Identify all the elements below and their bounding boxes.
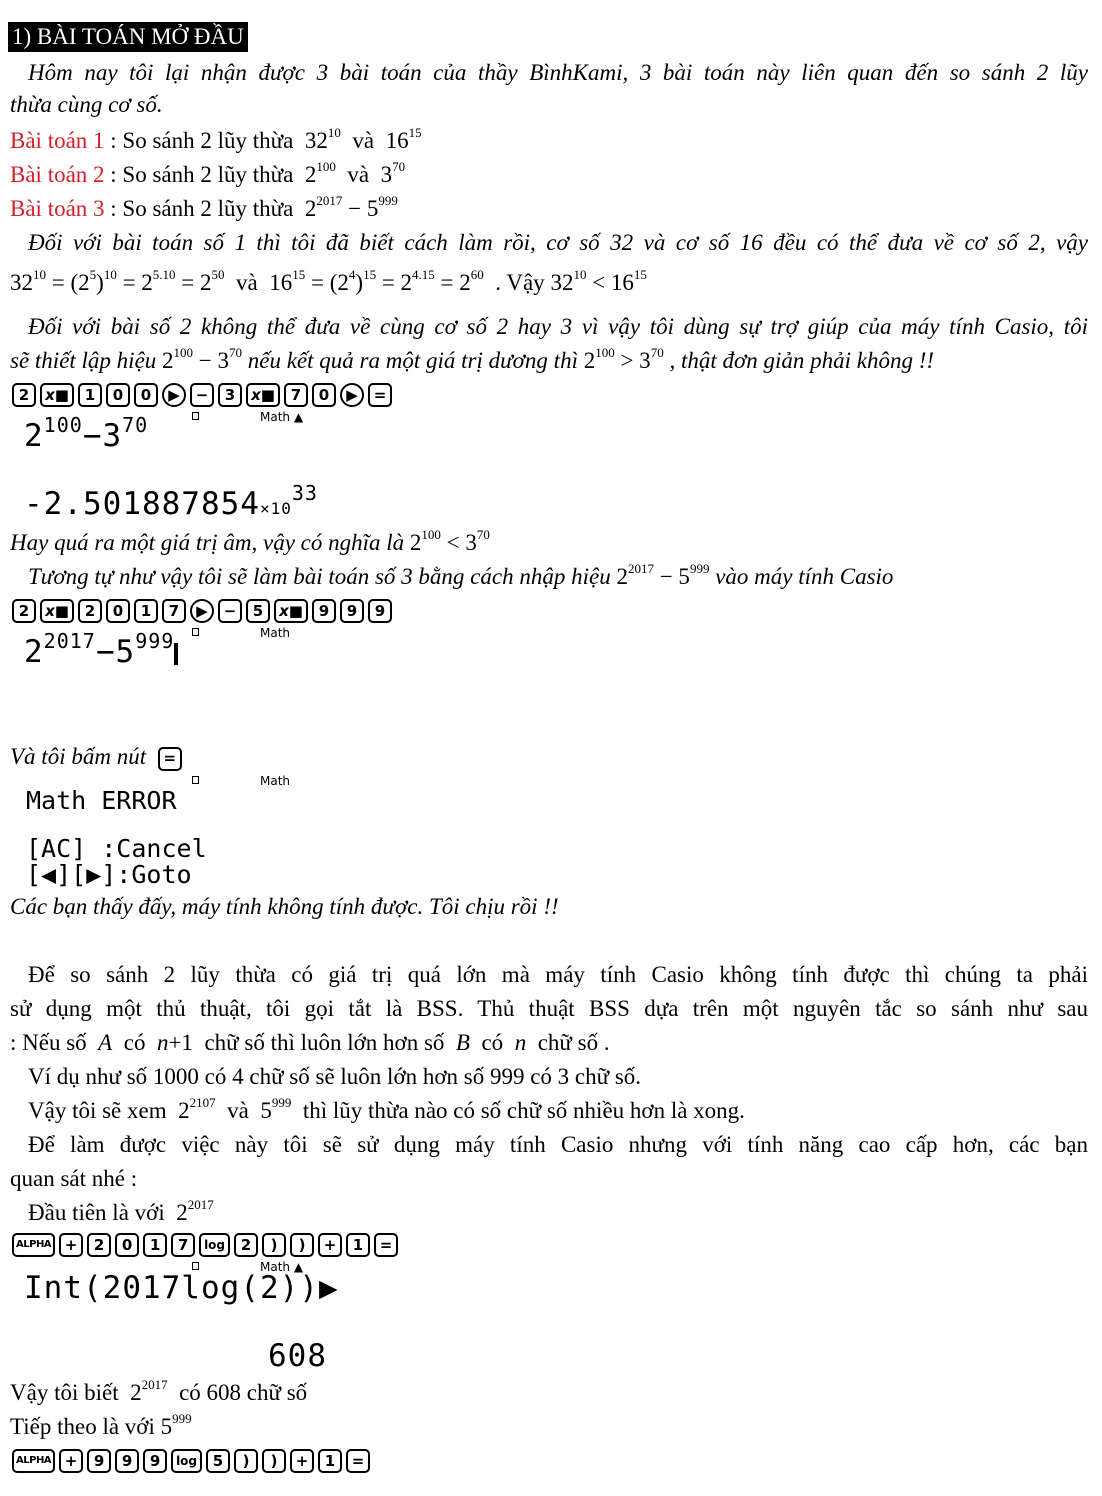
p1-line-1: Đối với bài toán số 1 thì tôi đã biết cách làm rồi, cơ số 32 và cơ số 16 đều có thể đưa về cơ số 2, vậy xyxy=(28,230,1088,255)
key-sequence-3 xyxy=(12,1232,398,1258)
key-plus[interactable]: + xyxy=(290,1449,314,1473)
intro-line-1: Hôm nay tôi lại nhận được 3 bài toán của thầy BìnhKami, 3 bài toán này liên quan đến so sánh 2 lũy xyxy=(28,60,1088,85)
p5-line-1: Các bạn thấy đấy, máy tính không tính được. Tôi chịu rồi !! xyxy=(10,894,559,919)
p10-line-1: Đầu tiên là với $2^{2017}$ xyxy=(28,1197,214,1225)
key-right-arrow[interactable]: ▶ xyxy=(340,383,364,407)
key-7[interactable]: 7 xyxy=(284,383,308,407)
key-close-paren[interactable]: ) xyxy=(262,1233,286,1257)
math-mode-indicator: Math ▲ xyxy=(260,1260,304,1274)
key-5[interactable]: 5 xyxy=(246,599,270,623)
p8-line-1: Vậy tôi sẽ xem $2^{2107}$ và $5^{999}$ thì lũy thừa nào có số chữ số nhiều hơn là xong. xyxy=(28,1095,745,1123)
problem-2: Bài toán 2 : So sánh 2 lũy thừa $2^{100}$ và $3^{70}$ xyxy=(10,159,406,187)
intro-line-2: thừa cùng cơ số. xyxy=(10,92,163,117)
p7-line-1: Ví dụ như số 1000 có 4 chữ số sẽ luôn lớn hơn số 999 có 3 chữ số. xyxy=(28,1064,642,1089)
key-power[interactable]: x■ xyxy=(40,383,74,407)
key-power[interactable]: x■ xyxy=(40,599,74,623)
calc-result-4: 608 xyxy=(268,1338,327,1374)
p12-line-1: Tiếp theo là với $5^{999}$ xyxy=(10,1411,192,1439)
key-1[interactable]: 1 xyxy=(134,599,158,623)
display-indicator-icon xyxy=(192,776,199,784)
key-right-arrow[interactable]: ▶ xyxy=(162,383,186,407)
key-equals[interactable]: = xyxy=(368,383,392,407)
key-right-arrow[interactable]: ▶ xyxy=(190,599,214,623)
math-mode-indicator: Math ▲ xyxy=(260,410,304,424)
key-7[interactable]: 7 xyxy=(171,1233,195,1257)
p2-line-1: Đối với bài số 2 không thể đưa về cùng cơ số 2 hay 3 vì vậy tôi dùng sự trợ giúp của máy tính Casio, tôi xyxy=(28,314,1088,339)
calc-error-option-cancel: [AC] :Cancel xyxy=(26,834,207,863)
calc-expression-4: Int(2017log(2))▶ xyxy=(24,1270,339,1306)
p9-line-1: Để làm được việc này tôi sẽ sử dụng máy tính Casio nhưng với tính năng cao cấp hơn, các bạn xyxy=(28,1132,1088,1157)
key-2[interactable]: 2 xyxy=(12,599,36,623)
key-9[interactable]: 9 xyxy=(340,599,364,623)
key-minus[interactable]: − xyxy=(218,599,242,623)
key-5[interactable]: 5 xyxy=(206,1449,230,1473)
key-sequence-1 xyxy=(12,382,392,408)
p2-line-2: sẽ thiết lập hiệu $2^{100} - 3^{70}$ nếu kết quả ra một giá trị dương thì $2^{100} > 3^{70}$ , thật đơn giản phải không !! xyxy=(10,345,935,373)
key-0[interactable]: 0 xyxy=(106,383,130,407)
key-sequence-4 xyxy=(12,1448,370,1474)
key-1[interactable]: 1 xyxy=(78,383,102,407)
problem-label: Bài toán 3 xyxy=(10,196,105,221)
key-9[interactable]: 9 xyxy=(115,1449,139,1473)
key-1[interactable]: 1 xyxy=(346,1233,370,1257)
key-log[interactable]: log xyxy=(171,1449,202,1473)
problem-1: Bài toán 1 : So sánh 2 lũy thừa $32^{10}$ và $16^{15}$ xyxy=(10,125,422,153)
p11-line-1: Vậy tôi biết $2^{2017}$ có 608 chữ số xyxy=(10,1377,308,1405)
math-mode-indicator: Math xyxy=(260,774,291,788)
key-2[interactable]: 2 xyxy=(87,1233,111,1257)
calc-error-option-goto: [◀][▶]:Goto xyxy=(26,860,192,889)
key-minus[interactable]: − xyxy=(190,383,214,407)
key-9[interactable]: 9 xyxy=(368,599,392,623)
calc-expression-1: $2^{100}-3^{70}$ xyxy=(24,412,149,454)
key-1[interactable]: 1 xyxy=(143,1233,167,1257)
display-indicator-icon xyxy=(192,412,199,420)
key-2[interactable]: 2 xyxy=(12,383,36,407)
calc-result-1: $-2.501887854\times 10^{33}$ xyxy=(24,480,318,522)
calc-expression-2: $2^{2017}-5^{999}$ xyxy=(24,634,178,670)
key-3[interactable]: 3 xyxy=(218,383,242,407)
problem-label: Bài toán 1 xyxy=(10,128,105,153)
calc-error: Math ERROR xyxy=(26,786,177,815)
key-close-paren[interactable]: ) xyxy=(290,1233,314,1257)
key-2[interactable]: 2 xyxy=(234,1233,258,1257)
p6-line-1: Để so sánh 2 lũy thừa có giá trị quá lớn mà máy tính Casio không tính được thì chúng ta phải xyxy=(28,962,1088,987)
display-indicator-icon xyxy=(192,1262,199,1270)
p1-formula: $32^{10} = (2^5)^{10} = 2^{5.10} = 2^{50}$ và $16^{15} = (2^4)^{15} = 2^{4.15} = 2^{60}$ . Vậy $32^{10} < 16^{15}$ xyxy=(10,267,647,295)
key-close-paren[interactable]: ) xyxy=(234,1449,258,1473)
key-plus[interactable]: + xyxy=(59,1449,83,1473)
key-equals[interactable]: = xyxy=(346,1449,370,1473)
key-0[interactable]: 0 xyxy=(312,383,336,407)
problem-label: Bài toán 2 xyxy=(10,162,105,187)
key-close-paren[interactable]: ) xyxy=(262,1449,286,1473)
key-9[interactable]: 9 xyxy=(87,1449,111,1473)
key-1[interactable]: 1 xyxy=(318,1449,342,1473)
key-9[interactable]: 9 xyxy=(312,599,336,623)
p3-line-1: Hay quá ra một giá trị âm, vậy có nghĩa là $2^{100} < 3^{70}$ xyxy=(10,527,490,555)
key-plus[interactable]: + xyxy=(59,1233,83,1257)
p6-line-3: : Nếu số A có n+1 chữ số thì luôn lớn hơn số B có n chữ số . xyxy=(10,1030,610,1055)
key-7[interactable]: 7 xyxy=(162,599,186,623)
key-alpha[interactable]: ALPHA xyxy=(12,1449,55,1473)
key-0[interactable]: 0 xyxy=(106,599,130,623)
key-alpha[interactable]: ALPHA xyxy=(12,1233,55,1257)
key-2[interactable]: 2 xyxy=(78,599,102,623)
key-equals[interactable]: = xyxy=(158,747,182,771)
key-plus[interactable]: + xyxy=(318,1233,342,1257)
key-0[interactable]: 0 xyxy=(134,383,158,407)
section-title: 1) BÀI TOÁN MỞ ĐẦU xyxy=(8,22,248,52)
key-log[interactable]: log xyxy=(199,1233,230,1257)
p3-line-2: Tương tự như vậy tôi sẽ làm bài toán số 3 bằng cách nhập hiệu $2^{2017} - 5^{999}$ vào máy tính Casio xyxy=(28,561,894,589)
key-9[interactable]: 9 xyxy=(143,1449,167,1473)
key-power[interactable]: x■ xyxy=(274,599,308,623)
key-equals[interactable]: = xyxy=(374,1233,398,1257)
p9-line-2: quan sát nhé : xyxy=(10,1166,138,1191)
display-indicator-icon xyxy=(192,628,199,636)
key-power[interactable]: x■ xyxy=(246,383,280,407)
key-sequence-2 xyxy=(12,598,392,624)
problem-3: Bài toán 3 : So sánh 2 lũy thừa $2^{2017} - 5^{999}$ xyxy=(10,193,398,221)
math-mode-indicator: Math xyxy=(260,626,291,640)
key-0[interactable]: 0 xyxy=(115,1233,139,1257)
p4-line-1: Và tôi bấm nút = xyxy=(10,742,1088,772)
cursor xyxy=(174,643,178,665)
p6-line-2: sử dụng một thủ thuật, tôi gọi tắt là BSS. Thủ thuật BSS dựa trên một nguyên tắc so sánh như sau xyxy=(10,996,1088,1021)
